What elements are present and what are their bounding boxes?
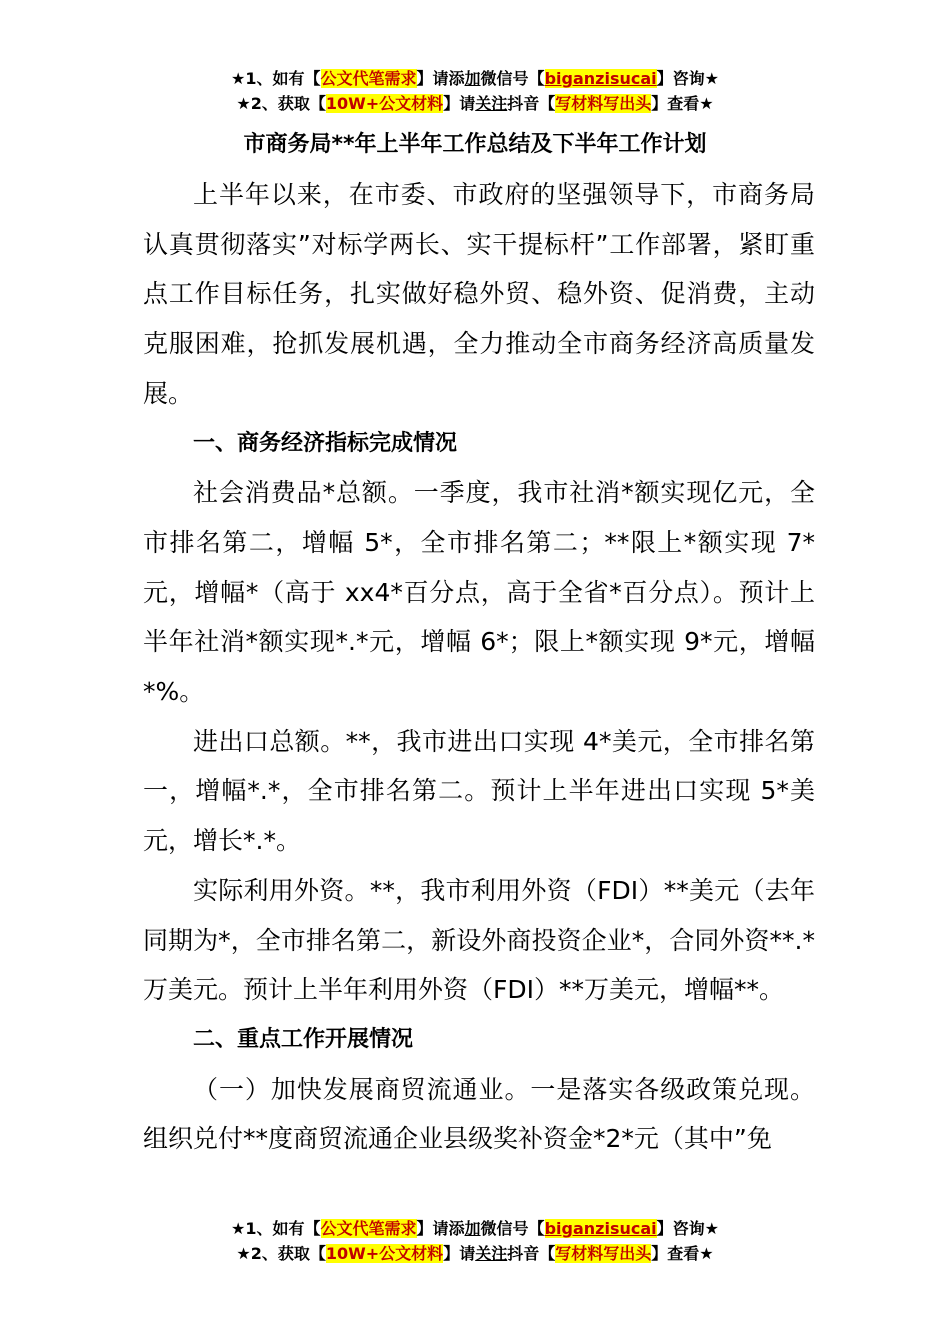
douyin-id-highlight: 写材料写出头	[555, 1244, 652, 1263]
section-heading-1: 一、商务经济指标完成情况	[193, 430, 458, 456]
promo-highlight: 公文代笔需求	[320, 1219, 417, 1238]
document-title: 市商务局**年上半年工作总结及下半年工作计划	[243, 132, 707, 157]
work-paragraph: （一）加快发展商贸流通业。一是落实各级政策兑现。组织兑付**度商贸流通企业县级奖补资金*2*元（其中”免	[143, 1074, 815, 1154]
promo-banner-bottom	[0, 1216, 950, 1266]
promo-banner-top	[0, 66, 950, 116]
consumption-paragraph: 社会消费品*总额。一季度，我市社消*额实现亿元，全市排名第二，增幅 5*，全市排名第二；**限上*额实现 7*元，增幅*（高于 xx4*百分点，高于全省*百分点）。预计上半年社消*额实现*.*元，增幅 6*；限上*额实现 9*元，增幅*%。	[143, 478, 815, 707]
wechat-id-highlight: biganzisucai	[544, 69, 657, 88]
promo-highlight: 公文代笔需求	[320, 69, 417, 88]
promo-line-1: ★1、如有【公文代笔需求】请添加微信号【biganzisucai】咨询★	[231, 1219, 719, 1238]
promo-highlight: 10W+公文材料	[325, 1244, 444, 1263]
fdi-paragraph: 实际利用外资。**，我市利用外资（FDI）**美元（去年同期为*，全市排名第二，新设外商投资企业*，合同外资**.*万美元。预计上半年利用外资（FDI）**万美元，增幅**。	[143, 875, 815, 1005]
document-body	[143, 170, 815, 1164]
wechat-id-highlight: biganzisucai	[544, 1219, 657, 1238]
promo-highlight: 10W+公文材料	[325, 94, 444, 113]
douyin-id-highlight: 写材料写出头	[555, 94, 652, 113]
section-heading-2: 二、重点工作开展情况	[193, 1026, 414, 1052]
promo-line-2: ★2、获取【10W+公文材料】请关注抖音【写材料写出头】查看★	[236, 94, 714, 113]
promo-line-2: ★2、获取【10W+公文材料】请关注抖音【写材料写出头】查看★	[236, 1244, 714, 1263]
trade-paragraph: 进出口总额。**，我市进出口实现 4*美元，全市排名第一，增幅*.*，全市排名第二。预计上半年进出口实现 5*美元，增长*.*。	[143, 726, 815, 856]
intro-paragraph: 上半年以来，在市委、市政府的坚强领导下，市商务局认真贯彻落实”对标学两长、实干提标杆”工作部署，紧盯重点工作目标任务，扎实做好稳外贸、稳外资、促消费，主动克服困难，抢抓发展机遇，全力推动全市商务经济高质量发展。	[143, 180, 815, 408]
promo-line-1: ★1、如有【公文代笔需求】请添加微信号【biganzisucai】咨询★	[231, 69, 719, 88]
